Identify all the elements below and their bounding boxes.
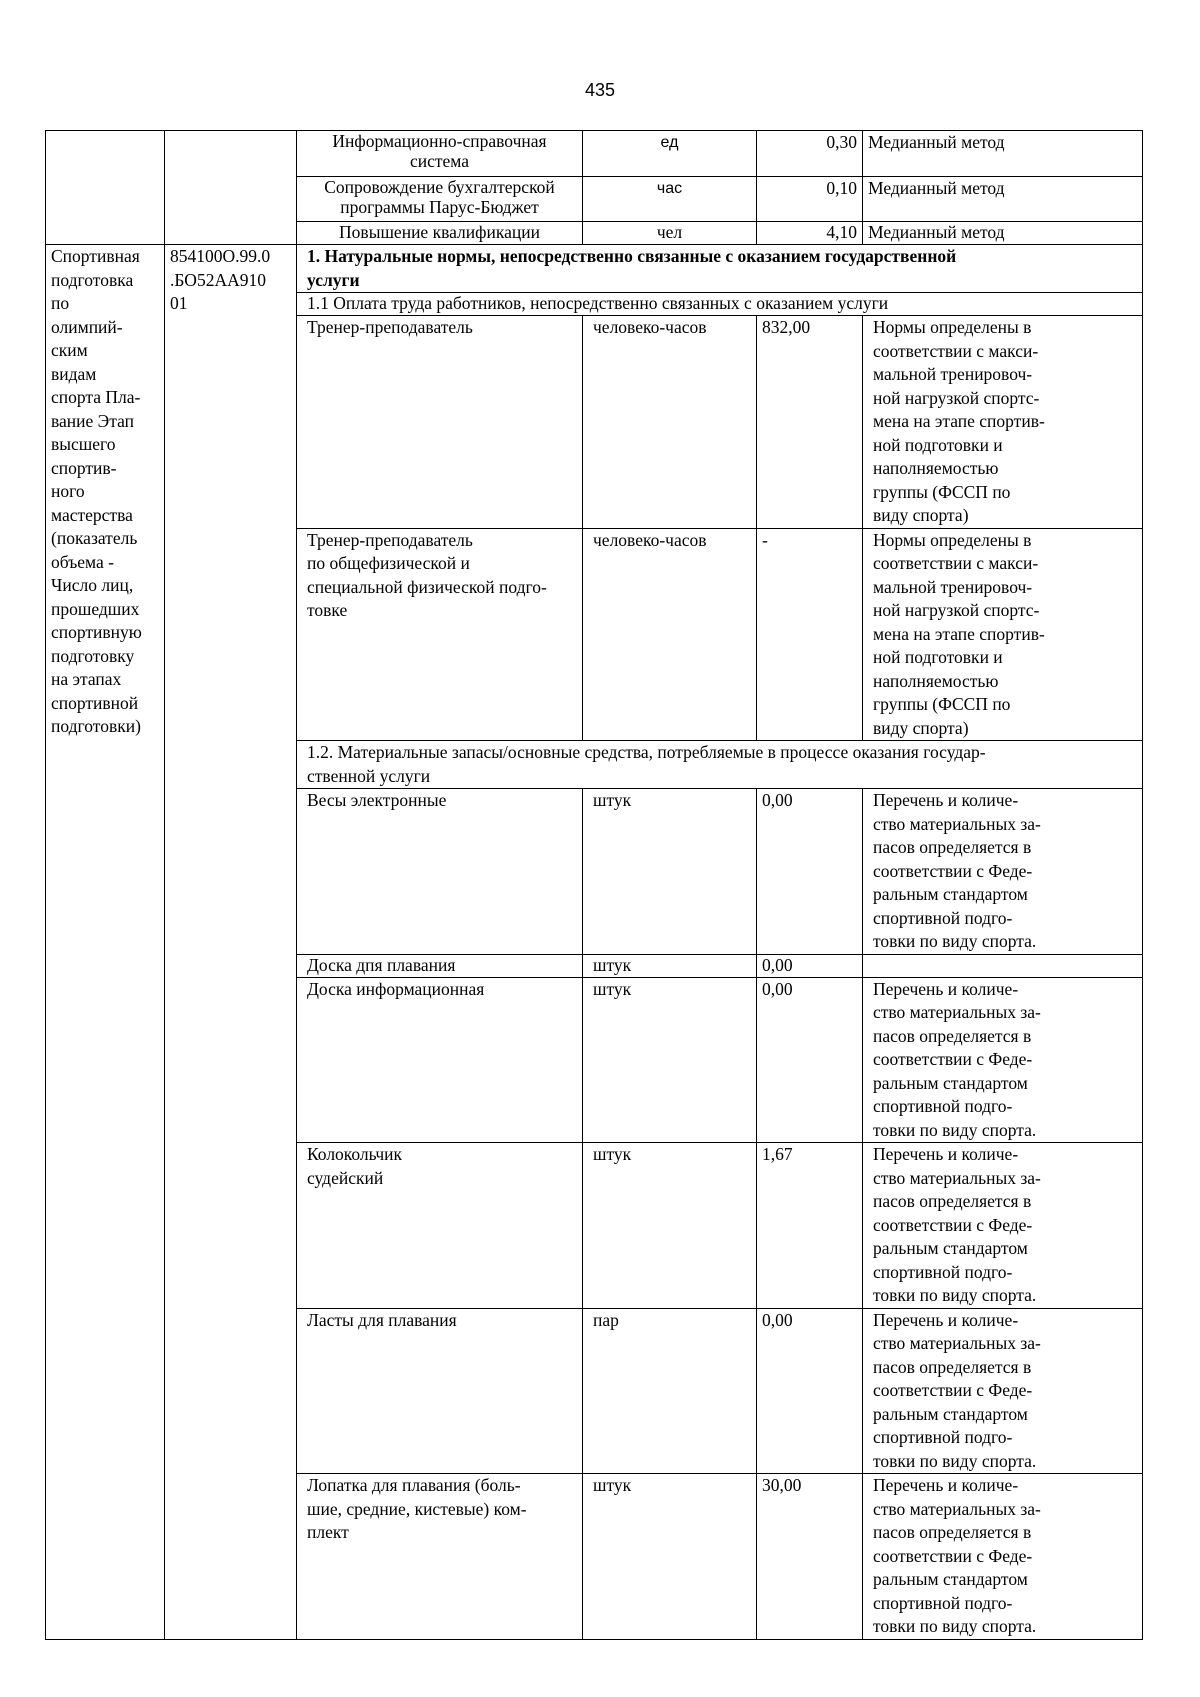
item-method: Медианный метод	[863, 131, 1143, 177]
item-unit: пар	[583, 1308, 757, 1474]
item-unit: штук	[583, 1143, 757, 1309]
item-method: Медианный метод	[863, 177, 1143, 222]
item-value: 30,00	[757, 1474, 863, 1640]
item-unit: чел	[583, 222, 757, 245]
service-code: 854100О.99.0 .БО52АА910 01	[165, 245, 297, 1640]
item-unit: штук	[583, 789, 757, 955]
item-name: Лопатка для плавания (боль- шие, средние, кистевые) ком- плект	[297, 1474, 583, 1640]
empty-service-cell	[46, 131, 165, 245]
item-unit: человеко-часов	[583, 528, 757, 741]
item-value: 0,00	[757, 954, 863, 977]
item-name: Повышение квалификации	[297, 222, 583, 245]
item-unit: час	[583, 177, 757, 222]
item-value: 0,00	[757, 977, 863, 1143]
item-value: 0,10	[757, 177, 863, 222]
item-note	[863, 954, 1143, 977]
item-name: Весы электронные	[297, 789, 583, 955]
item-note: Перечень и количе- ство материальных за- пасов определяется в соответствии с Феде- ральным стандартом спортивной подго- товки по виду спорта.	[863, 1308, 1143, 1474]
item-note: Нормы определены в соответствии с макси- мальной тренировоч- ной нагрузкой спортс- мена на этапе спортив- ной подготовки и наполняемостью группы (ФССП по виду спорта)	[863, 316, 1143, 529]
item-name: Информационно-справочная система	[297, 131, 583, 177]
page-number: 435	[584, 80, 616, 100]
item-value: 0,00	[757, 789, 863, 955]
item-name: Доска информационная	[297, 977, 583, 1143]
item-note: Перечень и количе- ство материальных за- пасов определяется в соответствии с Феде- ральным стандартом спортивной подго- товки по виду спорта.	[863, 1474, 1143, 1640]
norms-table	[45, 130, 1143, 1640]
item-name: Колокольчик судейский	[297, 1143, 583, 1309]
item-note: Перечень и количе- ство материальных за- пасов определяется в соответствии с Феде- ральным стандартом спортивной подго- товки по виду спорта.	[863, 1143, 1143, 1309]
item-name: Ласты для плавания	[297, 1308, 583, 1474]
item-value: 832,00	[757, 316, 863, 529]
item-unit: штук	[583, 1474, 757, 1640]
item-value: 1,67	[757, 1143, 863, 1309]
item-unit: штук	[583, 977, 757, 1143]
item-unit: штук	[583, 954, 757, 977]
service-name: Спортивная подготовка по олимпий- ским видам спорта Пла- вание Этап высшего спортив- ного мастерства (показатель объема - Число лиц, прошедших спортивную подготовку на этапах спортивной подготовки)	[46, 245, 165, 1640]
empty-code-cell	[165, 131, 297, 245]
section-title: 1. Натуральные нормы, непосредственно связанные с оказанием государственной услуги	[297, 245, 1143, 293]
item-note: Нормы определены в соответствии с макси- мальной тренировоч- ной нагрузкой спортс- мена на этапе спортив- ной подготовки и наполняемостью группы (ФССП по виду спорта)	[863, 528, 1143, 741]
item-value: 0,30	[757, 131, 863, 177]
table-row	[46, 245, 1143, 293]
item-value: 0,00	[757, 1308, 863, 1474]
item-note: Перечень и количе- ство материальных за- пасов определяется в соответствии с Феде- ральным стандартом спортивной подго- товки по виду спорта.	[863, 789, 1143, 955]
item-unit: ед	[583, 131, 757, 177]
item-method: Медианный метод	[863, 222, 1143, 245]
item-note: Перечень и количе- ство материальных за- пасов определяется в соответствии с Феде- ральным стандартом спортивной подго- товки по виду спорта.	[863, 977, 1143, 1143]
subsection-title: 1.2. Материальные запасы/основные средства, потребляемые в процессе оказания государ- ственной услуги	[297, 741, 1143, 789]
item-name: Тренер-преподаватель по общефизической и специальной физической подго- товке	[297, 528, 583, 741]
subsection-title: 1.1 Оплата труда работников, непосредственно связанных с оказанием услуги	[297, 293, 1143, 316]
item-name: Тренер-преподаватель	[297, 316, 583, 529]
item-unit: человеко-часов	[583, 316, 757, 529]
item-value: -	[757, 528, 863, 741]
table-row	[46, 131, 1143, 177]
item-name: Доска дпя плавания	[297, 954, 583, 977]
item-name: Сопровождение бухгалтерской программы Парус-Бюджет	[297, 177, 583, 222]
item-value: 4,10	[757, 222, 863, 245]
